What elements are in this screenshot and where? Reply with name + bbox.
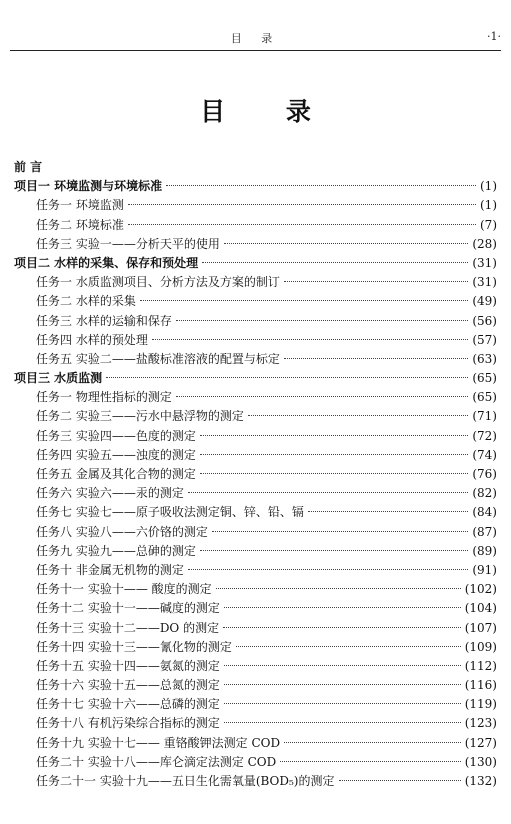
toc-task-entry[interactable]	[14, 695, 497, 714]
toc-entry-label: 任务一 水质监测项目、分析方法及方案的制订	[36, 275, 280, 290]
dot-leader	[166, 185, 476, 186]
toc-entry-label: 项目二 水样的采集、保存和预处理	[14, 255, 199, 270]
toc-entry-page: (116)	[464, 678, 497, 693]
toc-entry-label: 任务十五 实验十四——氨氮的测定	[36, 658, 220, 673]
toc-task-entry[interactable]	[14, 503, 497, 522]
toc-entry-page: (72)	[472, 428, 497, 443]
toc-task-entry[interactable]	[14, 638, 497, 657]
toc-entry-label: 任务二 实验三——污水中悬浮物的测定	[36, 409, 244, 424]
toc-entry-label: 任务六 实验六——汞的测定	[36, 486, 184, 501]
toc-entry-label: 任务十四 实验十三——氰化物的测定	[36, 639, 232, 654]
toc-entry-page: (31)	[472, 275, 497, 290]
dot-leader	[212, 531, 469, 532]
toc-entry-page: (7)	[480, 217, 497, 232]
toc-entry-page: (107)	[464, 620, 497, 635]
dot-leader	[188, 569, 469, 570]
toc-task-entry[interactable]	[14, 312, 497, 331]
dot-leader	[284, 358, 469, 359]
dot-leader	[223, 627, 461, 628]
toc-task-entry[interactable]	[14, 523, 497, 542]
toc-entry-page: (119)	[464, 697, 497, 712]
toc-entry-page: (57)	[472, 332, 497, 347]
table-of-contents	[14, 158, 497, 791]
toc-task-entry[interactable]	[14, 734, 497, 753]
toc-task-entry[interactable]	[14, 388, 497, 407]
dot-leader	[140, 300, 469, 301]
toc-entry-label: 任务一 物理性指标的测定	[36, 390, 172, 405]
dot-leader	[280, 761, 460, 762]
toc-task-entry[interactable]	[14, 772, 497, 791]
dot-leader	[308, 511, 469, 512]
toc-entry-page: (123)	[464, 716, 497, 731]
running-header	[10, 30, 501, 48]
toc-entry-page: (130)	[464, 754, 497, 769]
toc-entry-page: (132)	[464, 774, 497, 788]
toc-section-entry[interactable]	[14, 254, 497, 273]
toc-task-entry[interactable]	[14, 196, 497, 215]
page-title: 目 录	[200, 97, 337, 126]
dot-leader	[284, 281, 469, 282]
toc-task-entry[interactable]	[14, 235, 497, 254]
toc-entry-page: (1)	[480, 179, 497, 194]
toc-entry-page: (109)	[464, 639, 497, 654]
dot-leader	[224, 722, 461, 723]
toc-entry-page: (87)	[472, 524, 497, 539]
toc-task-entry[interactable]	[14, 216, 497, 235]
toc-entry-page: (71)	[472, 409, 497, 424]
toc-entry-label: 任务四 实验五——浊度的测定	[36, 447, 196, 462]
toc-entry-label: 任务一 环境监测	[36, 198, 124, 213]
toc-task-entry[interactable]	[14, 484, 497, 503]
toc-entry-page: (82)	[472, 486, 497, 501]
dot-leader	[200, 454, 469, 455]
dot-leader	[202, 262, 468, 263]
dot-leader	[106, 377, 468, 378]
toc-entry-page: (91)	[472, 562, 497, 577]
toc-task-entry[interactable]	[14, 657, 497, 676]
toc-entry-label: 项目三 水质监测	[14, 371, 103, 386]
toc-entry-page: (104)	[464, 601, 497, 616]
dot-leader	[236, 646, 461, 647]
toc-task-entry[interactable]	[14, 542, 497, 561]
header-rule	[10, 50, 501, 51]
toc-entry-label: 任务二 环境标准	[36, 217, 124, 232]
toc-entry-label: 任务四 水样的预处理	[36, 332, 148, 347]
toc-entry-page: (89)	[472, 543, 497, 558]
toc-task-entry[interactable]	[14, 580, 497, 599]
toc-entry-label: 任务五 实验二——盐酸标准溶液的配置与标定	[36, 351, 280, 366]
toc-task-entry[interactable]	[14, 407, 497, 426]
toc-entry-page: (49)	[472, 294, 497, 309]
toc-entry-label: 项目一 环境监测与环境标准	[14, 179, 163, 194]
dot-leader	[176, 396, 469, 397]
toc-task-entry[interactable]	[14, 331, 497, 350]
toc-entry-label: 任务二十一 实验十九——五日生化需氧量(BOD₅)的测定	[36, 774, 335, 788]
toc-entry-label: 任务五 金属及其化合物的测定	[36, 467, 196, 481]
running-header-title: 目 录	[230, 32, 281, 45]
toc-entry-page: (56)	[472, 313, 497, 328]
toc-entry-page: (76)	[472, 467, 497, 481]
toc-task-entry[interactable]	[14, 273, 497, 292]
toc-entry-label: 任务八 实验八——六价铬的测定	[36, 524, 208, 539]
toc-section-entry[interactable]	[14, 177, 497, 196]
toc-task-entry[interactable]	[14, 446, 497, 465]
toc-entry-label: 任务十二 实验十一——碱度的测定	[36, 601, 220, 616]
dot-leader	[200, 473, 469, 474]
toc-entry-label: 任务十八 有机污染综合指标的测定	[36, 716, 220, 731]
toc-entry-page: (63)	[472, 351, 497, 366]
toc-entry-label: 任务十六 实验十五——总氮的测定	[36, 678, 220, 693]
toc-task-entry[interactable]	[14, 465, 497, 484]
toc-entry-page: (31)	[472, 255, 497, 270]
dot-leader	[152, 339, 469, 340]
toc-entry-label: 任务十 非金属无机物的测定	[36, 562, 184, 577]
toc-entry-label: 任务三 水样的运输和保存	[36, 313, 172, 328]
dot-leader	[128, 224, 476, 225]
dot-leader	[128, 204, 476, 205]
dot-leader	[224, 703, 461, 704]
toc-entry-label: 任务二十 实验十八——库仑滴定法测定 COD	[36, 754, 277, 769]
dot-leader	[224, 243, 469, 244]
toc-entry-label: 任务三 实验四——色度的测定	[36, 428, 196, 443]
toc-task-entry[interactable]	[14, 292, 497, 311]
dot-leader	[339, 780, 461, 781]
toc-entry-label: 任务九 实验九——总砷的测定	[36, 543, 196, 558]
dot-leader	[200, 550, 469, 551]
toc-task-entry[interactable]	[14, 561, 497, 580]
toc-entry-label: 任务十一 实验十—— 酸度的测定	[36, 582, 212, 597]
toc-entry-page: (84)	[472, 505, 497, 520]
toc-entry-label: 前 言	[14, 160, 43, 174]
toc-task-entry[interactable]	[14, 676, 497, 695]
dot-leader	[224, 665, 461, 666]
toc-task-entry[interactable]	[14, 427, 497, 446]
toc-entry-label: 任务十九 实验十七—— 重铬酸钾法测定 COD	[36, 735, 281, 750]
page-number: ·1·	[487, 30, 501, 43]
toc-entry-page: (74)	[472, 447, 497, 462]
toc-entry-page: (1)	[480, 198, 497, 213]
toc-entry-label: 任务二 水样的采集	[36, 294, 136, 309]
dot-leader	[248, 415, 469, 416]
toc-entry-page: (127)	[464, 735, 497, 750]
toc-task-entry[interactable]	[14, 350, 497, 369]
toc-entry-page: (65)	[472, 390, 497, 405]
toc-task-entry[interactable]	[14, 619, 497, 638]
dot-leader	[216, 588, 461, 589]
toc-entry-page: (65)	[472, 371, 497, 386]
dot-leader	[176, 320, 469, 321]
dot-leader	[188, 492, 469, 493]
toc-entry-label: 任务十七 实验十六——总磷的测定	[36, 697, 220, 712]
toc-task-entry[interactable]	[14, 599, 497, 618]
dot-leader	[224, 684, 461, 685]
toc-entry-page: (102)	[464, 582, 497, 597]
toc-entry-label: 任务十三 实验十二——DO 的测定	[36, 620, 220, 635]
dot-leader	[284, 742, 461, 743]
toc-entry-label: 任务七 实验七——原子吸收法测定铜、锌、铅、镉	[36, 505, 304, 520]
toc-entry-label: 任务三 实验一——分析天平的使用	[36, 236, 220, 251]
dot-leader	[224, 607, 461, 608]
toc-task-entry[interactable]	[14, 753, 497, 772]
toc-entry-page: (28)	[472, 236, 497, 251]
toc-section-entry[interactable]	[14, 369, 497, 388]
dot-leader	[200, 435, 469, 436]
toc-entry-page: (112)	[464, 658, 497, 673]
toc-section-entry[interactable]	[14, 158, 497, 177]
toc-task-entry[interactable]	[14, 714, 497, 733]
